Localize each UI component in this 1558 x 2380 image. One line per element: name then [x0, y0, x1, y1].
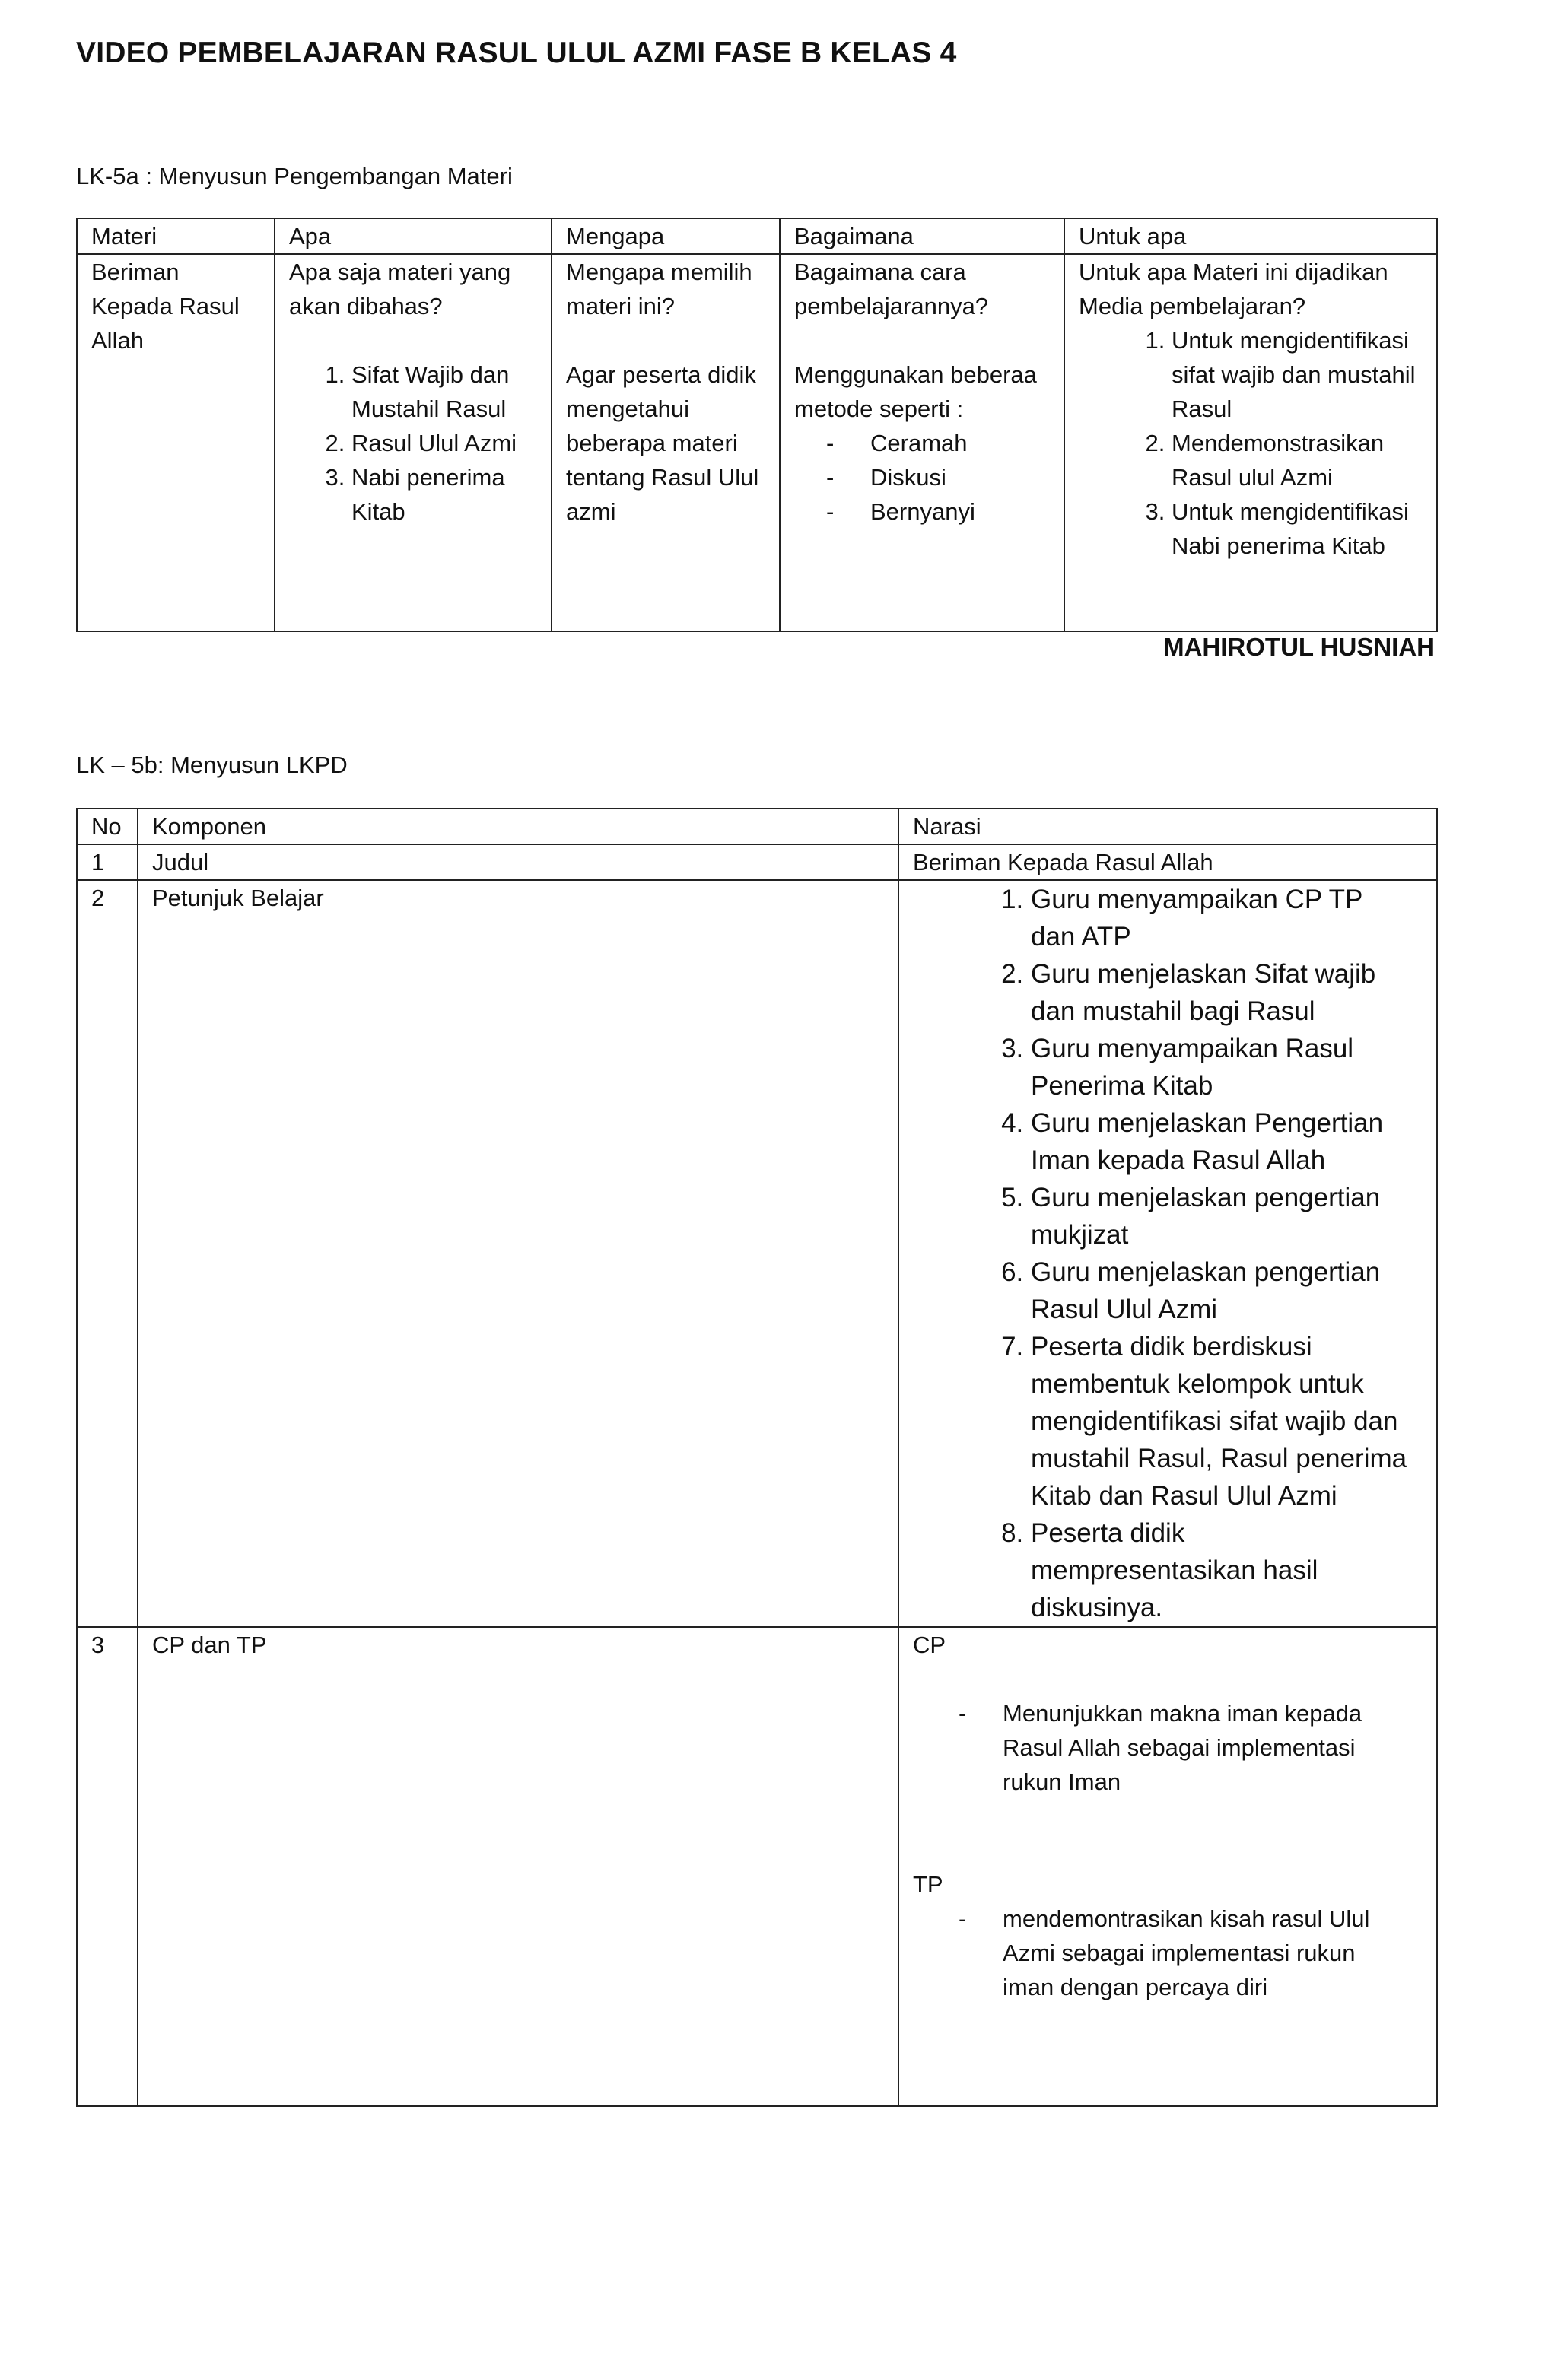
header-mengapa: Mengapa [552, 218, 780, 254]
list-item: 1. Guru menyampaikan CP TP dan ATP [1031, 881, 1407, 955]
cp-list [913, 1696, 1423, 1799]
cell-komponen: Petunjuk Belajar [138, 880, 898, 1627]
mengapa-question: Mengapa memilih materi ini? [566, 259, 752, 319]
section-a-caption: LK-5a : Menyusun Pengembangan Materi [76, 163, 513, 189]
document-title: VIDEO PEMBELAJARAN RASUL ULUL AZMI FASE B KELAS 4 [76, 37, 957, 69]
lkpd-table [76, 808, 1438, 2107]
cell-no: 3 [77, 1627, 138, 2106]
mengapa-answer: Agar peserta didik mengetahui beberapa materi tentang Rasul Ulul azmi [566, 361, 759, 525]
list-item: - mendemontrasikan kisah rasul Ulul Azmi sebagai implementasi rukun iman dengan percaya diri [959, 1902, 1392, 2004]
list-item: - Diskusi [826, 460, 1050, 494]
header-materi: Materi [77, 218, 275, 254]
section-b-caption: LK – 5b: Menyusun LKPD [76, 751, 348, 778]
table-header-row [77, 218, 1437, 254]
bagaimana-question: Bagaimana cara pembelajarannya? [794, 259, 989, 319]
cell-untuk-apa [1064, 254, 1437, 631]
list-item: 6. Guru menjelaskan pengertian Rasul Ulul Azmi [1031, 1254, 1407, 1328]
list-item: - Bernyanyi [826, 494, 1050, 529]
list-item: 4. Guru menjelaskan Pengertian Iman kepada Rasul Allah [1031, 1104, 1407, 1179]
tp-list [913, 1902, 1423, 2004]
list-item: - Menunjukkan makna iman kepada Rasul Allah sebagai implementasi rukun Iman [959, 1696, 1392, 1799]
header-untuk-apa: Untuk apa [1064, 218, 1437, 254]
bagaimana-list [794, 426, 1050, 529]
materi-text: Beriman Kepada Rasul Allah [91, 259, 240, 354]
list-item: 5. Guru menjelaskan pengertian mukjizat [1031, 1179, 1407, 1254]
apa-question: Apa saja materi yang akan dibahas? [289, 259, 511, 319]
table-row [77, 1627, 1437, 2106]
cell-mengapa [552, 254, 780, 631]
tp-label: TP [913, 1871, 943, 1898]
list-item: 3. Guru menyampaikan Rasul Penerima Kitab [1031, 1030, 1407, 1104]
bagaimana-intro: Menggunakan beberaa metode seperti : [794, 361, 1037, 422]
table-row [77, 844, 1437, 880]
cell-narasi [898, 1627, 1437, 2106]
untuk-apa-question: Untuk apa Materi ini dijadikan Media pembelajaran? [1079, 259, 1388, 319]
list-item: 1. Sifat Wajib dan Mustahil Rasul [351, 357, 537, 426]
list-item: 3. Nabi penerima Kitab [351, 460, 537, 529]
list-item: 8. Peserta didik mempresentasikan hasil diskusinya. [1031, 1514, 1407, 1626]
cell-apa [275, 254, 552, 631]
table-row [77, 880, 1437, 1627]
petunjuk-list [913, 881, 1423, 1626]
header-narasi: Narasi [898, 809, 1437, 844]
cell-materi [77, 254, 275, 631]
materi-development-table [76, 218, 1438, 632]
header-bagaimana: Bagaimana [780, 218, 1064, 254]
apa-list [289, 357, 537, 529]
untuk-apa-list [1079, 323, 1423, 563]
cp-label: CP [913, 1632, 946, 1658]
table-header-row [77, 809, 1437, 844]
cell-no: 1 [77, 844, 138, 880]
list-item: 2. Rasul Ulul Azmi [351, 426, 537, 460]
header-komponen: Komponen [138, 809, 898, 844]
list-item: 2. Guru menjelaskan Sifat wajib dan mustahil bagi Rasul [1031, 955, 1407, 1030]
cell-komponen: CP dan TP [138, 1627, 898, 2106]
list-item: - Ceramah [826, 426, 1050, 460]
header-no: No [77, 809, 138, 844]
cell-narasi: Beriman Kepada Rasul Allah [898, 844, 1437, 880]
cell-no: 2 [77, 880, 138, 1627]
list-item: 1. Untuk mengidentifikasi sifat wajib dan mustahil Rasul [1172, 323, 1423, 426]
list-item: 2. Mendemonstrasikan Rasul ulul Azmi [1172, 426, 1423, 494]
author-name: MAHIROTUL HUSNIAH [1163, 633, 1435, 661]
list-item: 3. Untuk mengidentifikasi Nabi penerima Kitab [1172, 494, 1423, 563]
cell-bagaimana [780, 254, 1064, 631]
list-item: 7. Peserta didik berdiskusi membentuk kelompok untuk mengidentifikasi sifat wajib dan mustahil Rasul, Rasul penerima Kitab dan Rasul Ulul Azmi [1031, 1328, 1407, 1514]
table-row [77, 254, 1437, 631]
cell-komponen: Judul [138, 844, 898, 880]
cell-narasi [898, 880, 1437, 1627]
header-apa: Apa [275, 218, 552, 254]
